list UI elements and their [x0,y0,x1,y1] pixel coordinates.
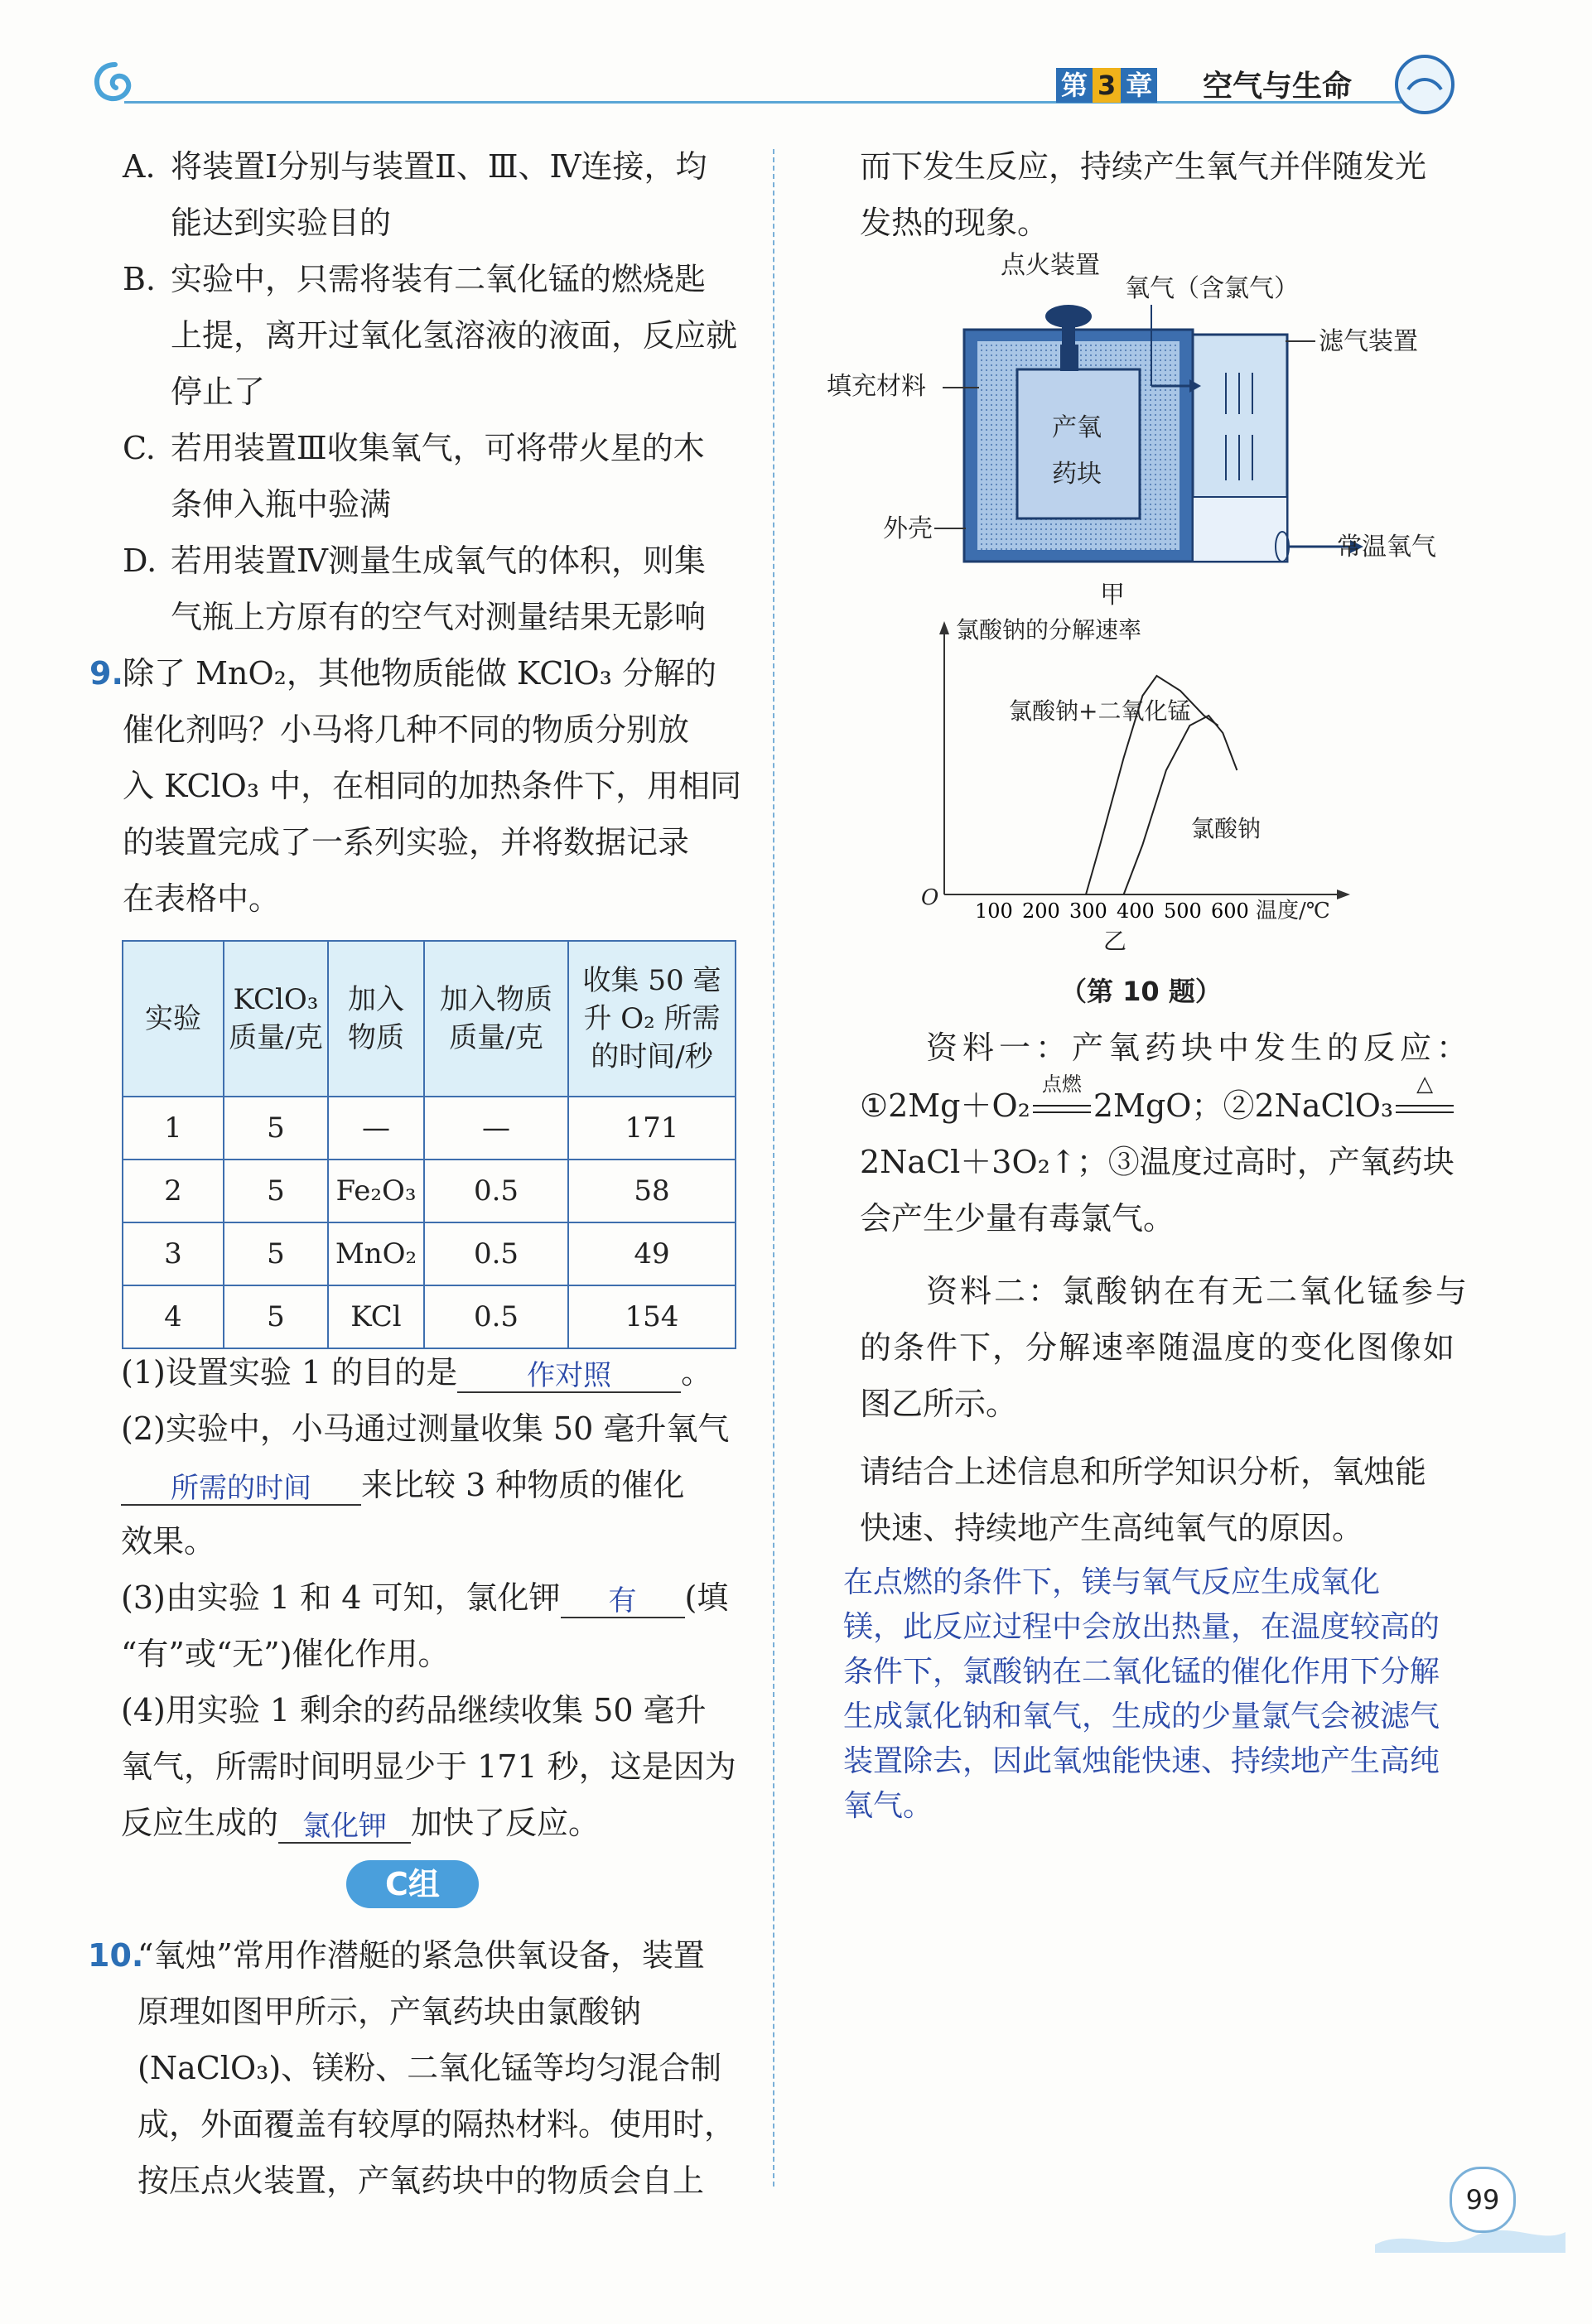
x-axis-arrow [1337,890,1350,899]
q10-answer-line: 镁，此反应过程中会放出热量，在温度较高的 [843,1610,1440,1644]
x-tick-label: 200 [1022,899,1060,923]
series-emblem-icon [1392,51,1458,118]
option-b-letter: B. [123,261,157,297]
label-ignite: 点火装置 [1001,251,1100,280]
caption-a: 甲 [1100,581,1125,610]
sub2-tail: 来比较 3 种物质的催化 [361,1467,685,1503]
table-cell: 49 [568,1222,736,1285]
q10-text-line: “氧烛”常用作潜艇的紧急供氧设备，装置 [137,1937,705,1974]
experiment-table [122,940,736,1349]
table-cell: 0.5 [424,1222,568,1285]
q10-question-line: 请结合上述信息和所学知识分析，氧烛能 [860,1454,1427,1490]
answer-blank: 氯化钾 [278,1806,411,1844]
eq-products: 2MgO；②2NaClO₃ [1093,1087,1394,1124]
ignite-knob [1045,305,1092,328]
table-row [123,1285,736,1348]
table-cell: KCl [328,1285,424,1348]
table-row [123,1222,736,1285]
eq-reactants: ①2Mg＋O₂ [860,1087,1030,1124]
q9-sub4-line1: (4)用实验 1 剩余的药品继续收集 50 毫升 [121,1692,707,1729]
q9-text-line: 入 KClO₃ 中，在相同的加热条件下，用相同 [123,768,742,804]
x-tick-label: 300 [1069,899,1107,923]
table-cell: 4 [123,1285,224,1348]
table-row [123,1160,736,1222]
q9-sub4-line2: 氧气，所需时间明显少于 171 秒，这是因为 [121,1748,736,1785]
table-cell: 171 [568,1097,736,1160]
table-cell: — [424,1097,568,1160]
option-c-line: 若用装置Ⅲ收集氧气，可将带火星的木 [171,430,705,466]
sub3-tail: (填 [684,1579,729,1616]
x-tick-label: 100 [975,899,1013,923]
series-line-naclo3 [1124,716,1237,894]
filter-bottom [1193,497,1287,562]
table-cell: 0.5 [424,1160,568,1222]
sub1-text: (1)设置实验 1 的目的是 [121,1354,458,1391]
chapter-badge: 第 3 章 [1056,65,1157,103]
header-title: 空气与生命 [1203,70,1353,104]
option-c-line: 条伸入瓶中验满 [171,486,392,523]
table-cell: 58 [568,1160,736,1222]
q9-number: 9. [89,655,123,692]
eq-heat-arrow: △ [1393,1085,1456,1126]
sub4-tail: 加快了反应。 [411,1805,601,1841]
q9-text-line: 催化剂吗？小马将几种不同的物质分别放 [123,711,690,748]
option-a-line: 将装置Ⅰ分别与装置Ⅱ、Ⅲ、Ⅳ连接，均 [171,148,707,185]
page-number: 99 [1450,2167,1516,2233]
label-block-1: 产氧 [1052,413,1102,442]
option-d-letter: D. [123,542,157,579]
option-a-letter: A. [123,148,156,185]
sub1-tail: 。 [681,1354,713,1391]
sub4-text: 反应生成的 [121,1805,279,1841]
option-b-line: 停止了 [171,374,266,410]
q9-sub4-line3 [121,1802,600,1844]
table-cell: 5 [224,1160,328,1222]
decomposition-rate-chart [911,613,1375,961]
x-tick-label: 500 [1164,899,1202,923]
q10-answer-line: 氧气。 [843,1789,933,1823]
ref2-line: 图乙所示。 [860,1386,1018,1422]
column-divider [773,149,774,2187]
table-cell: 2 [123,1160,224,1222]
option-a-line: 能达到实验目的 [171,205,392,241]
q9-sub2-line1: (2)实验中，小马通过测量收集 50 毫升氧气 [121,1410,730,1447]
eq-condition-arrow [1030,1073,1093,1126]
table-cell: 5 [224,1097,328,1160]
x-tick-labels [975,899,1249,923]
option-d-line: 气瓶上方原有的空气对测量结果无影响 [171,599,707,635]
q9-sub2-line3: 效果。 [121,1523,216,1560]
q9-sub3 [121,1577,728,1618]
table-cell: 3 [123,1222,224,1285]
label-block-2: 药块 [1052,460,1102,489]
chart-ylabel: 氯酸钠的分解速率 [956,616,1142,644]
table-header: 加入物质 质量/克 [424,941,568,1097]
oxygen-candle-diagram [820,248,1450,613]
table-cell: 0.5 [424,1285,568,1348]
q10-text-line: 原理如图甲所示，产氧药块由氯酸钠 [137,1994,642,2030]
q9-sub3-line2: “有”或“无”)催化作用。 [121,1636,450,1672]
figure-caption: （第 10 题） [1060,976,1222,1007]
table-cell: 1 [123,1097,224,1160]
y-axis-arrow [939,621,949,634]
group-c-banner: C组 [346,1860,479,1908]
q10-answer-line: 生成氯化钠和氧气，生成的少量氯气会被滤气 [843,1700,1440,1733]
chart-origin: O [921,885,939,910]
answer-blank: 有 [561,1580,685,1618]
sub3-text: (3)由实验 1 和 4 可知，氯化钾 [121,1579,561,1616]
table-header: 实验 [123,941,224,1097]
ref1-line: 资料一：产氧药块中发生的反应： [926,1029,1474,1066]
q10-answer-line: 装置除去，因此氧烛能快速、持续地产生高纯 [843,1744,1440,1778]
table-cell: 154 [568,1285,736,1348]
table-header: KClO₃ 质量/克 [224,941,328,1097]
table-cell: 5 [224,1285,328,1348]
table-cell: — [328,1097,424,1160]
q10-text-line: 按压点火装置，产氧药块中的物质会自上 [137,2162,705,2199]
label-shell: 外壳 [883,514,933,543]
series-label-na: 氯酸钠 [1191,815,1262,842]
ref1-line: 会产生少量有毒氯气。 [860,1200,1175,1237]
label-filter: 滤气装置 [1319,327,1418,356]
ref2-line: 的条件下，分解速率随温度的变化图像如 [860,1329,1457,1366]
q10-text-line: 而下发生反应，持续产生氧气并伴随发光 [860,148,1427,185]
table-cell: 5 [224,1222,328,1285]
option-b-line: 上提，离开过氧化氢溶液的液面，反应就 [171,317,738,354]
table-cell: Fe₂O₃ [328,1160,424,1222]
series-label-mn: 氯酸钠+二氧化锰 [1009,697,1191,725]
eq-condition: 点燃 [1041,1073,1082,1096]
table-row [123,1097,736,1160]
q9-text-line: 在表格中。 [123,880,281,917]
q10-answer-line: 在点燃的条件下，镁与氧气反应生成氧化 [843,1565,1381,1599]
label-outlet: 常温氧气 [1337,533,1436,562]
q9-text-line: 除了 MnO₂，其他物质能做 KClO₃ 分解的 [123,655,716,692]
answer-blank: 作对照 [457,1355,681,1393]
q9-sub2-line2 [121,1464,684,1506]
q9-sub1 [121,1352,712,1393]
option-d-line: 若用装置Ⅳ测量生成氧气的体积，则集 [171,542,706,579]
q10-answer-line: 条件下，氯酸钠在二氧化锰的催化作用下分解 [843,1655,1440,1689]
q10-question-line: 快速、持续地产生高纯氧气的原因。 [860,1510,1364,1546]
table-header: 加入 物质 [328,941,424,1097]
ignite-neck [1062,325,1075,346]
ref1-line: 2NaCl＋3O₂↑；③温度过高时，产氧药块 [860,1144,1455,1180]
option-b-line: 实验中，只需将装有二氧化锰的燃烧匙 [171,261,707,297]
label-fill: 填充材料 [827,372,926,401]
ref2-line: 资料二：氯酸钠在有无二氧化锰参与 [926,1273,1470,1309]
q10-number: 10. [88,1937,144,1974]
q10-text-line: (NaClO₃)、镁粉、二氧化锰等均匀混合制 [137,2050,722,2086]
oxygen-block [1017,369,1140,518]
table-cell: MnO₂ [328,1222,424,1285]
chart-xlabel: 温度/℃ [1256,899,1330,923]
answer-blank: 所需的时间 [121,1468,361,1506]
x-tick-label: 600 [1211,899,1249,923]
q10-text-line: 成，外面覆盖有较厚的隔热材料。使用时， [137,2106,736,2143]
table-header: 收集 50 毫 升 O₂ 所需 的时间/秒 [568,941,736,1097]
ignite-stem [1060,345,1078,371]
option-c-letter: C. [123,430,156,466]
q10-text-line: 发热的现象。 [860,205,1049,241]
x-tick-label: 400 [1117,899,1155,923]
q9-text-line: 的装置完成了一系列实验，并将数据记录 [123,824,690,861]
ref1-equation-line [860,1072,1456,1126]
label-oxygen: 氧气（含氯气） [1125,274,1299,303]
caption-b: 乙 [1103,928,1127,955]
